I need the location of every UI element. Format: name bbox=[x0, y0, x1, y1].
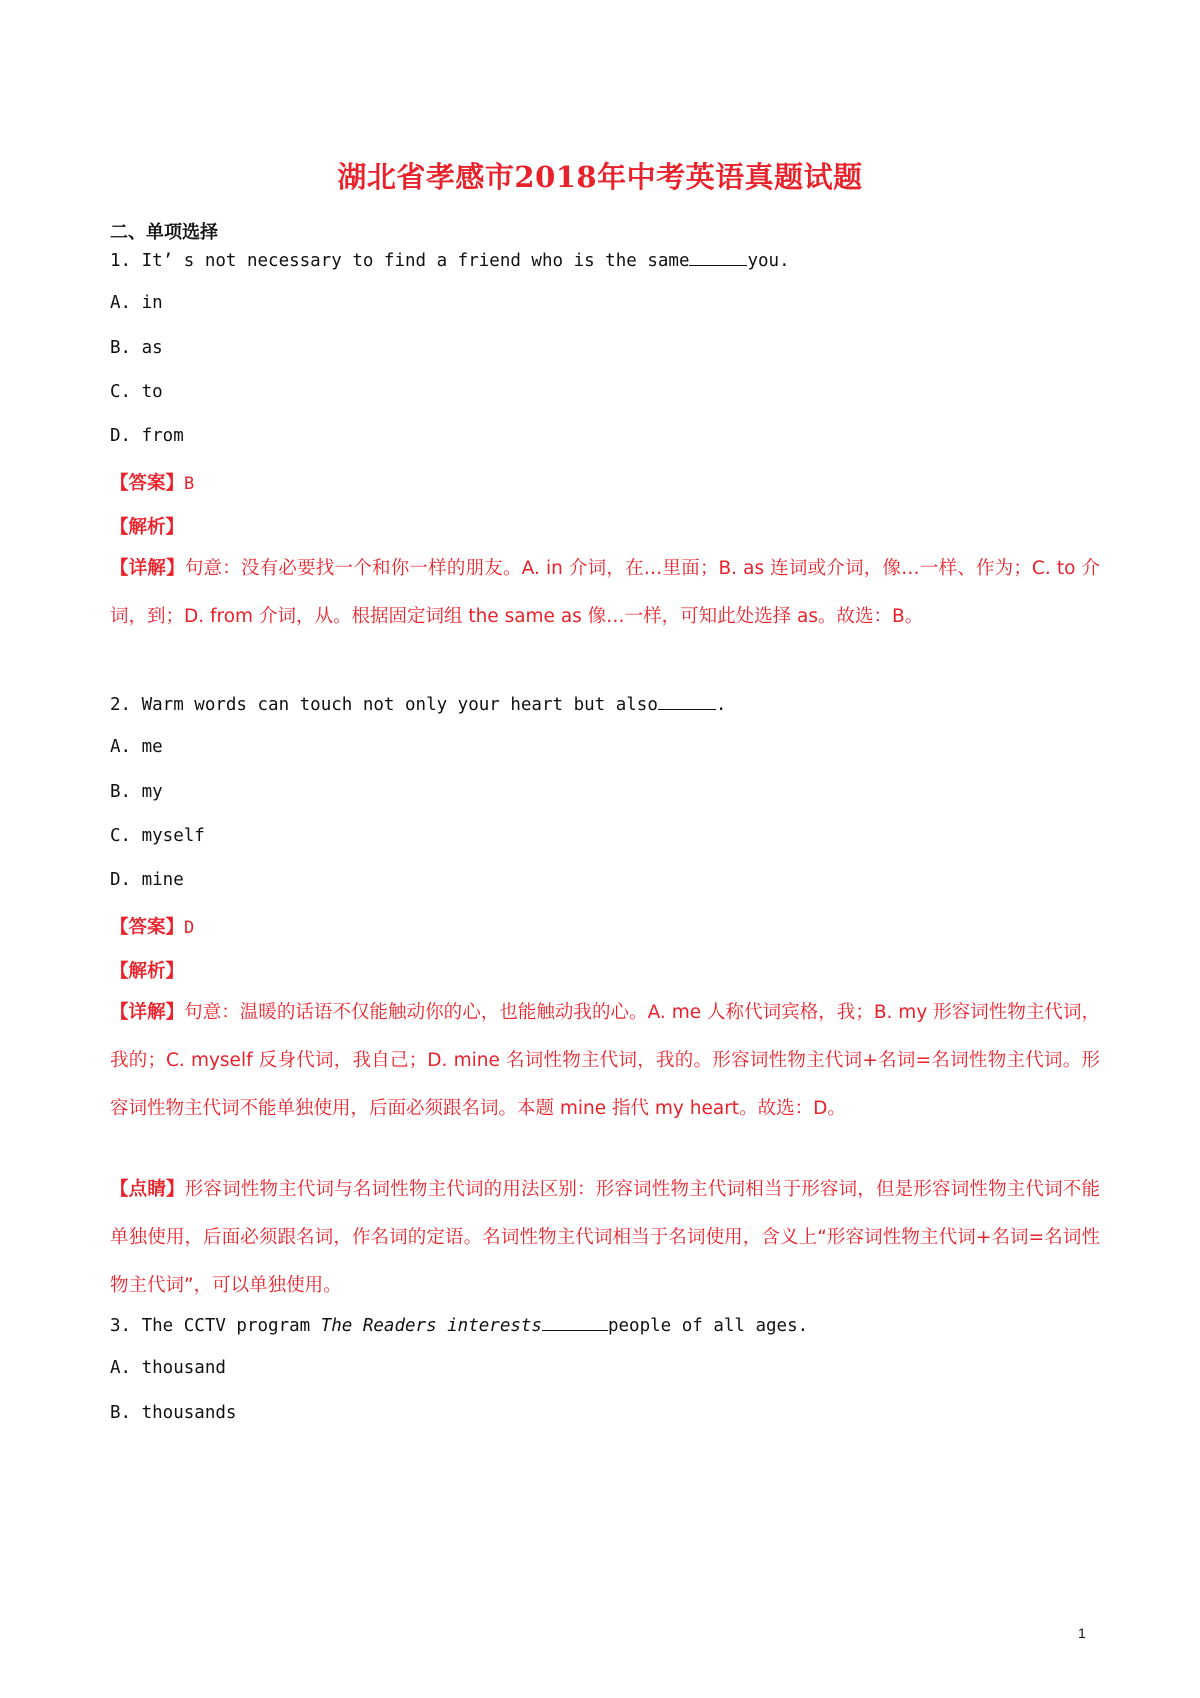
tip-text: 形容词性物主代词与名词性物主代词的用法区别：形容词性物主代词相当于形容词，但是形容词性物主代词不能单独使用，后面必须跟名词，作名词的定语。名词性物主代词相当于名词使用，含义上“形容词性物主代词+名词=名词性物主代词”，可以单独使用。 bbox=[110, 1179, 1100, 1296]
question-1-suffix: you. bbox=[747, 251, 790, 271]
option-a: A. thousand bbox=[110, 1358, 226, 1378]
question-2-text: 2. Warm words can touch not only your heart but also bbox=[110, 695, 658, 715]
analysis-label: 【解析】 bbox=[110, 961, 185, 982]
question-1-text: 1. It’ s not necessary to find a friend who is the same bbox=[110, 251, 690, 271]
answer-blank bbox=[542, 1314, 608, 1331]
detail-text: 句意：温暖的话语不仅能触动你的心，也能触动我的心。A. me 人称代词宾格，我；B. my 形容词性物主代词，我的；C. myself 反身代词，我自己；D. mine 名词性物主代词，我的。形容词性物主代词+名词=名词性物主代词。形容词性物主代词不能单独使用，后面必须跟名词。本题 mine 指代 my heart。故选：D。 bbox=[110, 1002, 1100, 1119]
tip-paragraph bbox=[110, 1166, 1100, 1310]
answer-label: 【答案】 bbox=[110, 473, 185, 494]
question-3 bbox=[110, 1314, 808, 1336]
question-3-suffix: people of all ages. bbox=[607, 1316, 809, 1336]
option-c: C. to bbox=[110, 382, 163, 402]
detail-label: 【详解】 bbox=[110, 1002, 185, 1023]
detail-paragraph bbox=[110, 989, 1100, 1133]
detail-label: 【详解】 bbox=[110, 558, 185, 579]
option-b: B. thousands bbox=[110, 1403, 237, 1423]
answer-line bbox=[110, 913, 194, 939]
answer-line bbox=[110, 469, 194, 495]
option-b: B. my bbox=[110, 782, 163, 802]
option-a: A. in bbox=[110, 293, 163, 313]
answer-blank bbox=[658, 693, 716, 710]
answer-value: D bbox=[184, 918, 195, 938]
analysis-label: 【解析】 bbox=[110, 517, 185, 538]
option-d: D. mine bbox=[110, 870, 184, 890]
question-2-suffix: . bbox=[715, 695, 727, 715]
page-title: 湖北省孝感市2018年中考英语真题试题 bbox=[337, 160, 863, 194]
answer-blank bbox=[689, 249, 747, 266]
answer-label: 【答案】 bbox=[110, 917, 185, 938]
option-a: A. me bbox=[110, 737, 163, 757]
question-2 bbox=[110, 693, 726, 715]
detail-text: 句意：没有必要找一个和你一样的朋友。A. in 介词，在…里面；B. as 连词或介词，像…一样、作为；C. to 介词，到；D. from 介词，从。根据固定词组 the same as 像…一样，可知此处选择 as。故选：B。 bbox=[110, 558, 1100, 627]
option-b: B. as bbox=[110, 338, 163, 358]
tip-label: 【点睛】 bbox=[110, 1179, 185, 1200]
option-d: D. from bbox=[110, 426, 184, 446]
program-title: The Readers interests bbox=[320, 1316, 542, 1336]
section-heading: 二、单项选择 bbox=[110, 222, 218, 243]
option-c: C. myself bbox=[110, 826, 205, 846]
detail-paragraph bbox=[110, 545, 1100, 641]
question-1 bbox=[110, 249, 790, 271]
question-3-text: 3. The CCTV program bbox=[110, 1316, 321, 1336]
answer-value: B bbox=[184, 474, 195, 494]
page-number: 1 bbox=[1078, 1625, 1086, 1641]
